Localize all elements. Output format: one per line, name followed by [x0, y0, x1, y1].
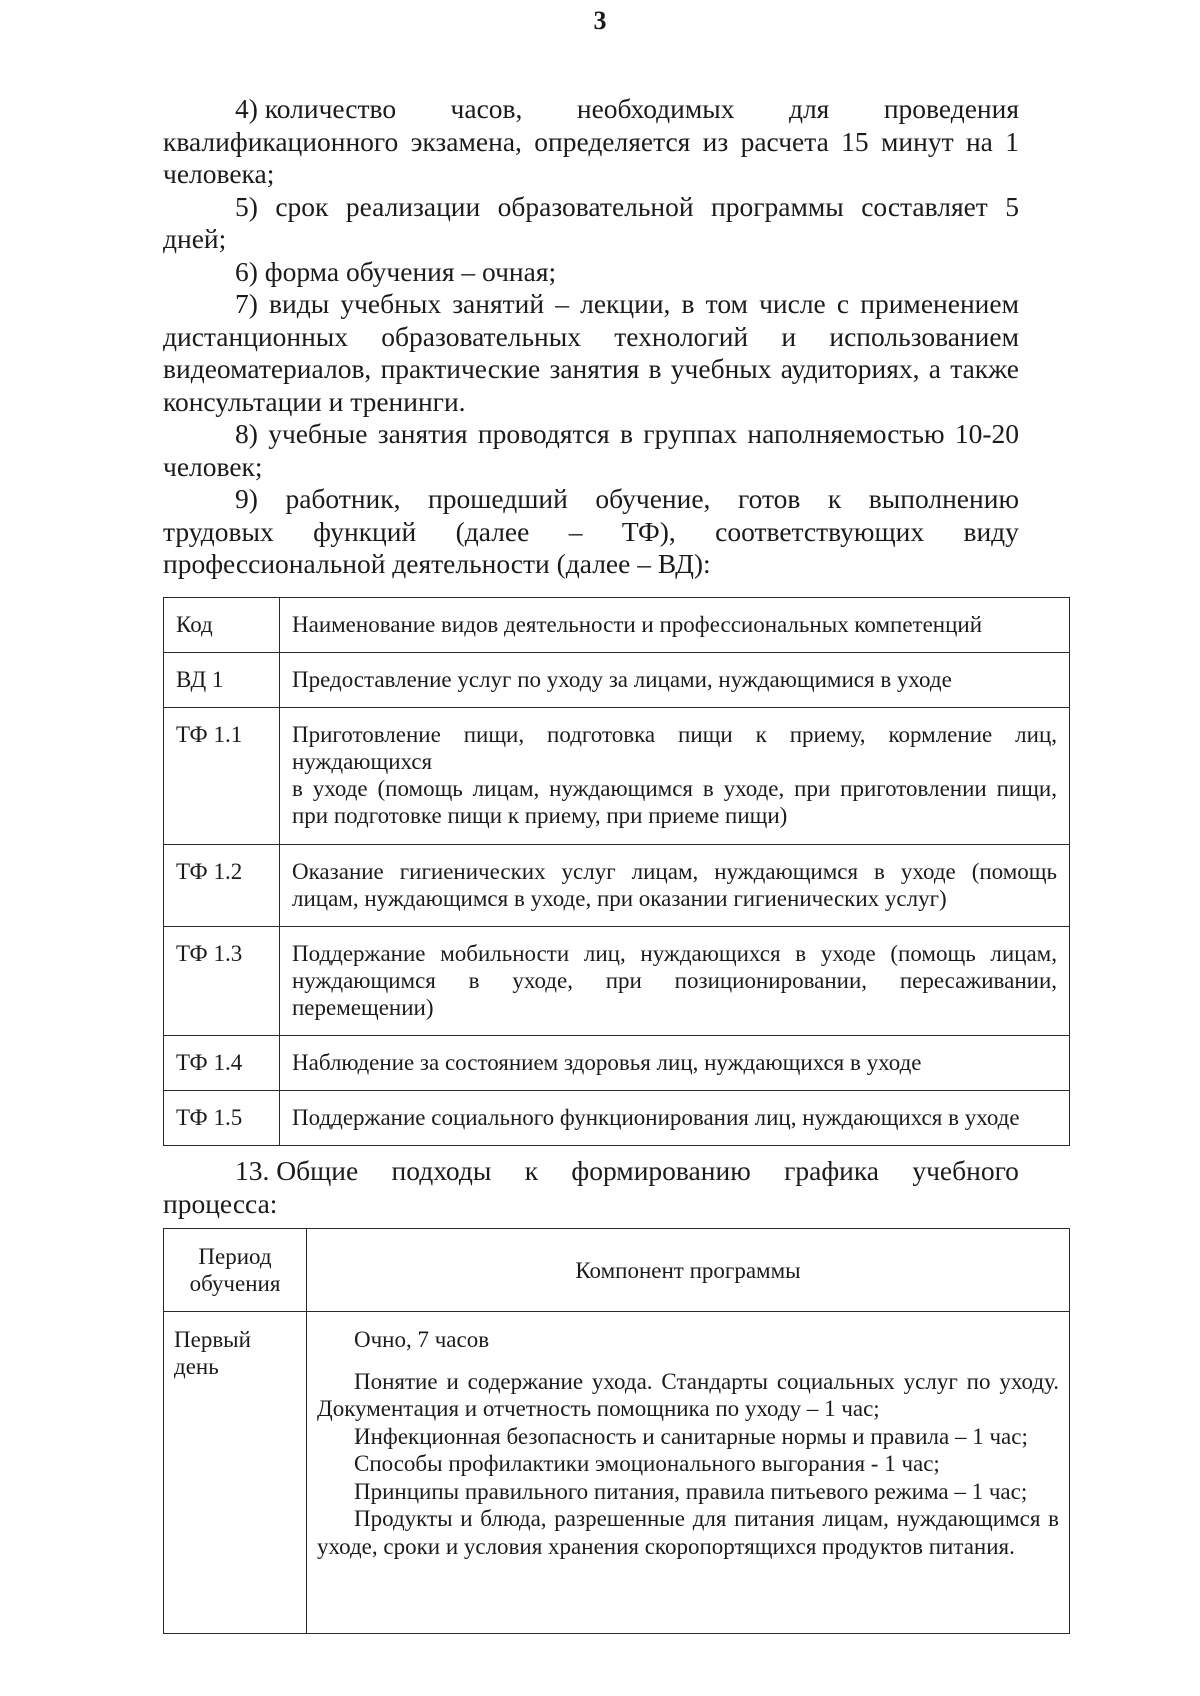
numbered-list — [163, 93, 1019, 581]
item-4-continuation: квалификационного экзамена, определяется из расчета 15 минут на 1 человека; — [163, 125, 1019, 189]
word: ТФ), — [621, 515, 676, 547]
table-row — [164, 927, 1070, 1036]
word: часов, — [450, 93, 523, 124]
row-code: ТФ 1.2 — [164, 845, 280, 927]
row-text: Поддержание мобильности лиц, нуждающихся в уходе (помощь лицам, нуждающимся в уходе, при позиционировании, пересаживании, перемещении) — [280, 927, 1070, 1036]
table-header-row — [164, 598, 1070, 653]
word: необходимых — [576, 93, 735, 124]
word: – — [568, 515, 583, 547]
section-13-line-2: процесса: — [163, 1187, 278, 1219]
word: формированию — [571, 1155, 751, 1186]
word: для — [788, 93, 830, 124]
table-row — [164, 708, 1070, 845]
item-9-line-1 — [163, 483, 1019, 516]
schedule-table — [163, 1228, 1070, 1634]
header-component: Компонент программы — [307, 1229, 1070, 1312]
row-text: Предоставление услуг по уходу за лицами, нуждающимися в уходе — [280, 653, 1070, 708]
row-topic: Способы профилактики эмоционального выгорания - 1 час; — [354, 1451, 940, 1476]
table-row — [164, 845, 1070, 927]
row-period-line: день — [174, 1354, 219, 1379]
word: проведения — [883, 93, 1019, 124]
section-13-line-1 — [163, 1155, 1019, 1188]
row-code: ТФ 1.4 — [164, 1036, 280, 1091]
row-text: Наблюдение за состоянием здоровья лиц, нуждающихся в уходе — [280, 1036, 1070, 1091]
word: функций — [313, 515, 417, 547]
item-9-text: 9) работник, прошедший обучение, готов к выполнению — [235, 483, 1019, 514]
item-4-line-1 — [163, 93, 1019, 126]
item-7: 7) виды учебных занятий – лекции, в том числе с применением дистанционных образовательных технологий и использованием видеоматериалов, практические занятия в учебных аудиториях, а также консультации и тренинги. — [163, 288, 1019, 417]
row-period — [164, 1312, 307, 1634]
word: (далее — [455, 515, 530, 547]
row-code: ТФ 1.5 — [164, 1091, 280, 1146]
word: 13. Общие — [235, 1155, 359, 1186]
item-9-line-2 — [163, 516, 1019, 549]
header-period-line: Период — [198, 1244, 272, 1269]
row-mode: Очно, 7 часов — [354, 1327, 490, 1352]
row-content — [307, 1312, 1070, 1634]
table-header-row — [164, 1229, 1070, 1312]
row-topic: Инфекционная безопасность и санитарные нормы и правила – 1 час; — [354, 1423, 1028, 1449]
row-text: Поддержание социального функционирования лиц, нуждающихся в уходе — [280, 1091, 1070, 1146]
row-text-line: Приготовление пищи, подготовка пищи к приему, кормление лиц, нуждающихся — [292, 722, 1057, 774]
word: подходы — [391, 1155, 492, 1186]
table-row — [164, 1036, 1070, 1091]
word: виду — [963, 515, 1019, 547]
row-text-line: в уходе (помощь лицам, нуждающимся в уходе, при приготовлении пищи, при подготовке пищи к приему, при приеме пищи) — [292, 776, 1057, 828]
item-8: 8) учебные занятия проводятся в группах наполняемостью 10-20 человек; — [163, 418, 1019, 482]
word: к — [524, 1155, 539, 1186]
header-name: Наименование видов деятельности и профессиональных компетенций — [280, 598, 1070, 653]
row-code: ТФ 1.3 — [164, 927, 280, 1036]
competencies-table — [163, 597, 1070, 1146]
header-period-line: обучения — [189, 1271, 281, 1296]
row-text: Оказание гигиенических услуг лицам, нуждающимся в уходе (помощь лицам, нуждающимся в уходе, при оказании гигиенических услуг) — [280, 845, 1070, 927]
word: графика — [784, 1155, 879, 1186]
page-number: 3 — [593, 6, 607, 35]
word: 4) количество — [235, 93, 397, 124]
item-6: 6) форма обучения – очная; — [235, 255, 557, 287]
table-row — [164, 1312, 1070, 1634]
word: учебного — [912, 1155, 1019, 1186]
header-period — [164, 1229, 307, 1312]
table-row — [164, 653, 1070, 708]
row-code: ВД 1 — [164, 653, 280, 708]
section-13-heading — [163, 1155, 1019, 1220]
word: трудовых — [163, 515, 274, 547]
row-topic: Принципы правильного питания, правила питьевого режима – 1 час; — [354, 1478, 1028, 1504]
row-topic: Продукты и блюда, разрешенные для питания лицам, нуждающимся в уходе, сроки и условия хранения скоропортящихся продуктов питания. — [317, 1506, 1059, 1559]
item-9-line-3: профессиональной деятельности (далее – ВД): — [163, 548, 711, 579]
row-topic: Понятие и содержание ухода. Стандарты социальных услуг по уходу. Документация и отчетность помощника по уходу – 1 час; — [317, 1368, 1059, 1421]
row-period-line: Первый — [174, 1327, 251, 1352]
table-row — [164, 1091, 1070, 1146]
word: соответствующих — [715, 515, 925, 547]
row-code: ТФ 1.1 — [164, 708, 280, 845]
item-5: 5) срок реализации образовательной программы составляет 5 дней; — [163, 190, 1019, 254]
row-text — [280, 708, 1070, 845]
header-code: Код — [164, 598, 280, 653]
